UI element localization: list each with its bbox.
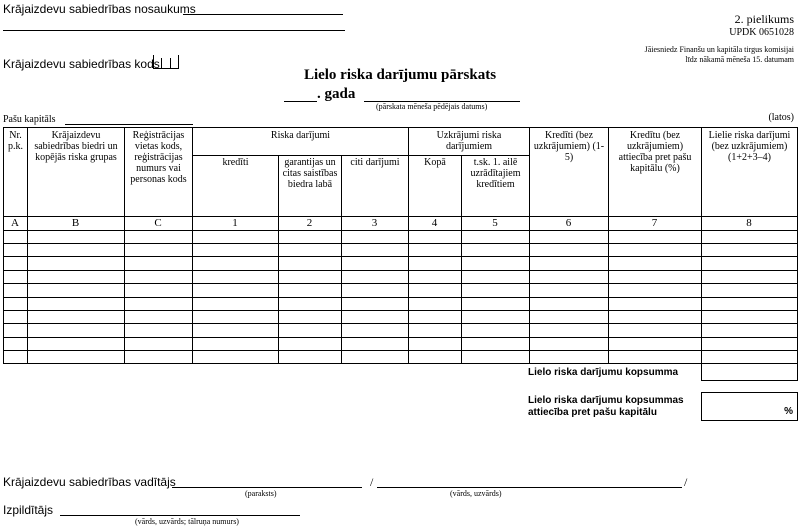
col-header-risk: Riska darījumi (270, 130, 331, 141)
manager-signature-line[interactable] (172, 487, 362, 488)
appendix-number: 2. pielikums (734, 12, 794, 26)
col-letter: C (154, 217, 162, 229)
col-header-credits: Kredīti (bez uzkrājumiem) (1-5) (533, 130, 605, 163)
year-line[interactable] (284, 101, 317, 102)
col-letter: 8 (746, 217, 752, 229)
executor-label: Izpildītājs (3, 503, 54, 517)
col-letter: 3 (371, 217, 378, 229)
total-ratio-label: Lielo riska darījumu kopsummas attiecība pret pašu kapitālu (528, 395, 684, 418)
col-letter: A (11, 217, 19, 229)
col-header-risk-credits: kredīti (222, 157, 249, 168)
col-header-risk-guarantees: garantijas un citas saistības biedra labā (282, 157, 338, 190)
manager-name-line[interactable] (377, 487, 682, 488)
org-name-line-2[interactable] (3, 30, 345, 31)
manager-label: Krājaizdevu sabiedrības vadītājs (3, 475, 176, 489)
report-title: Lielo riska darījumu pārskats (303, 67, 497, 83)
form-code: UPDK 0651028 (729, 27, 794, 38)
risk-table (3, 127, 798, 364)
col-header-members: Krājaizdevu sabiedrības biedri un kopējās riska grupas (34, 130, 118, 163)
col-header-ratio: Kredītu (bez uzkrājumiem) attiecība pret pašu kapitālu (%) (618, 130, 692, 174)
col-letter: 6 (565, 217, 572, 229)
executor-line[interactable] (60, 515, 300, 516)
total-sum-box[interactable] (701, 363, 798, 381)
org-code-label: Krājaizdevu sabiedrības kods (3, 57, 160, 71)
table-body-rows[interactable] (3, 230, 798, 364)
col-header-large-risk: Lielie riska darījumi (bez uzkrājumiem) (1+2+3–4) (708, 130, 791, 163)
col-header-nr: Nr. p.k. (8, 130, 23, 152)
col-letter: B (71, 217, 80, 229)
col-letter: 5 (492, 217, 498, 229)
col-letter: 7 (651, 217, 658, 229)
total-ratio-box[interactable] (701, 392, 798, 421)
submission-note: Jāiesniedz Finanšu un kapitāla tirgus komisijai līdz nākamā mēneša 15. datumam (644, 45, 794, 64)
capital-label: Pašu kapitāls (3, 114, 56, 125)
name-note: (vārds, uzvārds) (450, 489, 502, 498)
signature-note: (paraksts) (245, 489, 277, 498)
report-date-note: (pārskata mēneša pēdējais datums) (376, 102, 488, 111)
col-letter: 2 (306, 217, 313, 229)
col-header-registration: Reģistrācijas vietas kods, reģistrācijas numurs vai personas kods (130, 130, 187, 185)
col-letter: 1 (232, 217, 238, 229)
slash-left: / (370, 475, 374, 489)
col-header-risk-other: citi darījumi (350, 157, 400, 168)
col-header-provisions-total: Kopā (424, 157, 446, 168)
executor-note: (vārds, uzvārds; tālruņa numurs) (135, 517, 239, 526)
total-sum-label: Lielo riska darījumu kopsumma (528, 367, 679, 378)
percent-sign: % (784, 406, 793, 417)
capital-line[interactable] (65, 124, 193, 125)
org-name-line[interactable] (183, 14, 343, 15)
year-suffix: . gada (317, 86, 356, 102)
col-letter: 4 (431, 217, 438, 229)
col-header-provisions-included: t.sk. 1. ailē uzrādītajiem kredītiem (470, 157, 521, 190)
slash-right: / (684, 475, 688, 489)
col-header-provisions: Uzkrājumi riska darījumiem (436, 130, 502, 152)
currency-label: (latos) (768, 112, 794, 123)
org-name-label: Krājaizdevu sabiedrības nosaukums (3, 2, 196, 16)
